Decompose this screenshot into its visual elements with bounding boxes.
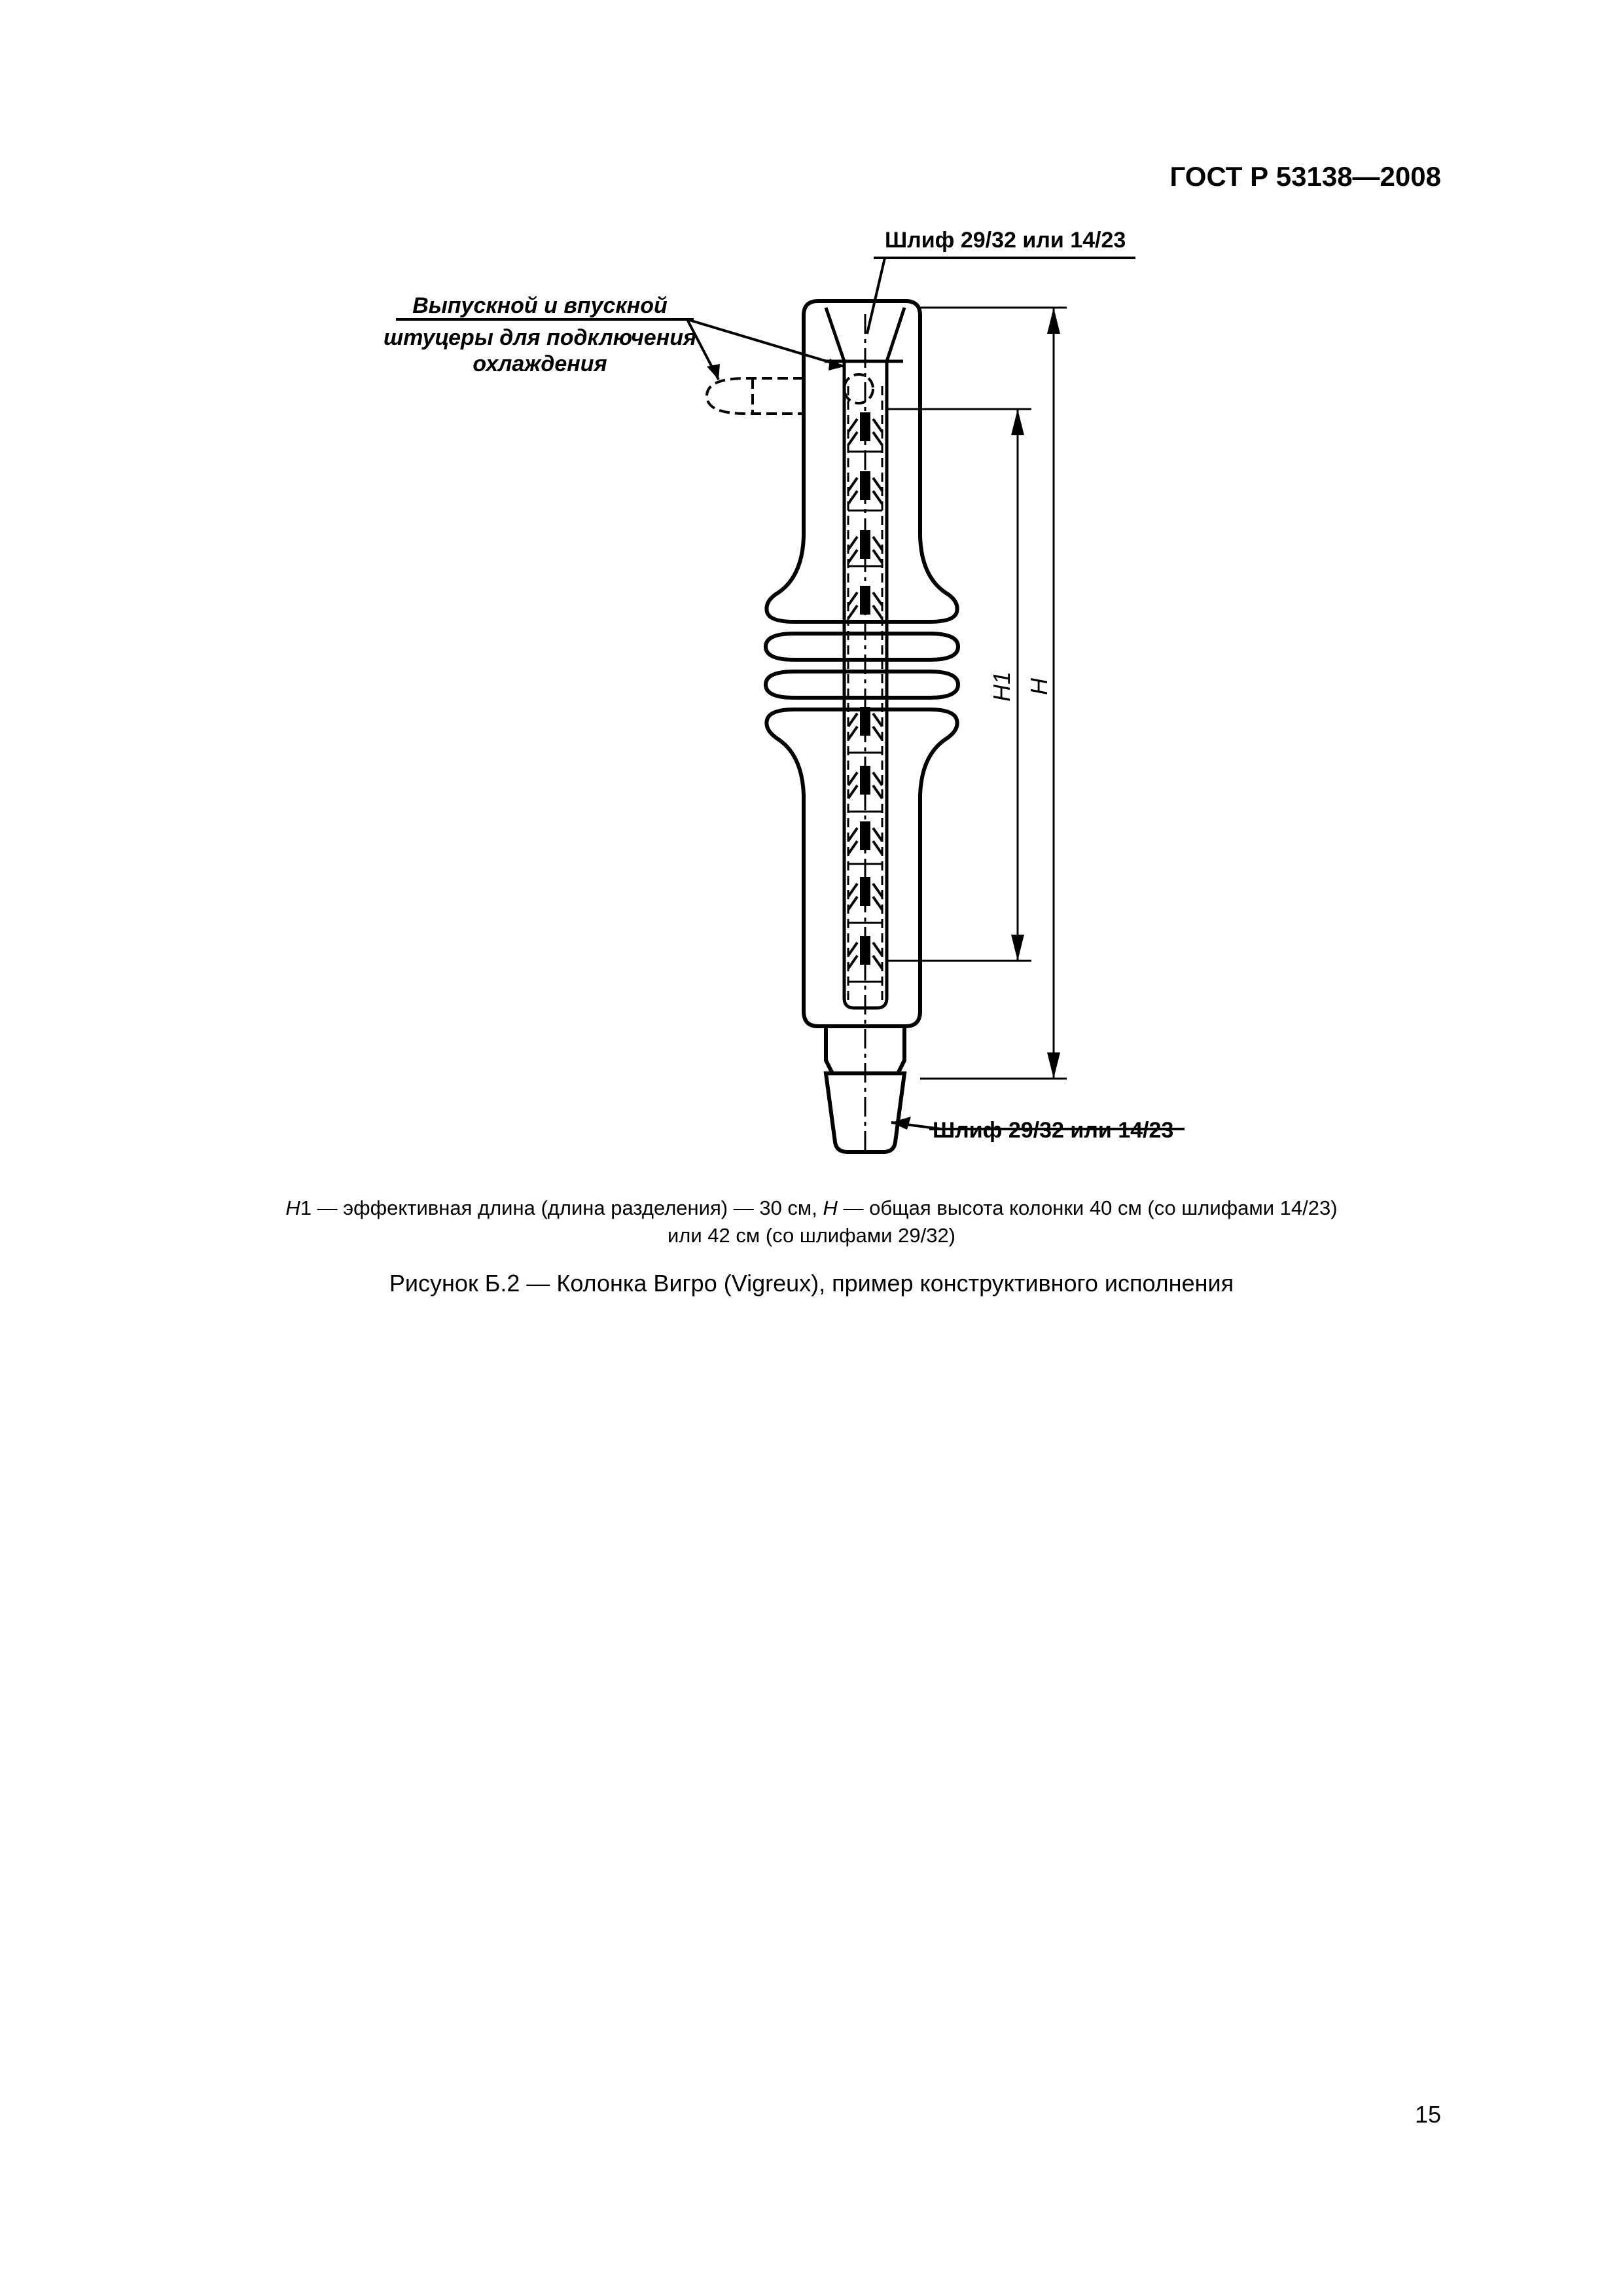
column-outer-jacket-lower	[766, 709, 957, 1026]
figure-caption: Рисунок Б.2 — Колонка Вигро (Vigreux), пример конструктивного исполнения	[389, 1270, 1234, 1297]
note-symbol-h: H	[823, 1196, 838, 1219]
figure-note-line2: или 42 см (со шлифами 29/32)	[667, 1224, 956, 1247]
note-h-text: — общая высота колонки 40 см (со шлифами 14/23)	[837, 1196, 1338, 1219]
column-bellows-ridge-1	[766, 634, 958, 660]
note-symbol-h1: H	[285, 1196, 300, 1219]
figure-note	[0, 1194, 1623, 1249]
label-fittings-line3: охлаждения	[473, 351, 607, 376]
label-fittings-line2: штуцеры для подключения	[383, 325, 697, 350]
note-h1-text: 1 — эффективная длина (длина разделения) — 30 см,	[300, 1196, 823, 1219]
column-outer-jacket-upper	[766, 301, 957, 622]
label-bottom-joint: Шлиф 29/32 или 14/23	[933, 1118, 1174, 1143]
dimension-h1-label: H1	[988, 671, 1016, 702]
column-bellows-ridge-2	[766, 672, 958, 698]
standard-header: ГОСТ Р 53138—2008	[1169, 161, 1441, 192]
label-top-joint: Шлиф 29/32 или 14/23	[885, 228, 1126, 253]
label-fittings-line1: Выпускной и впускной	[412, 293, 668, 318]
page-number: 15	[1414, 2101, 1441, 2128]
dimension-h-label: H	[1026, 678, 1052, 695]
figure-note-line1	[0, 1194, 1623, 1222]
